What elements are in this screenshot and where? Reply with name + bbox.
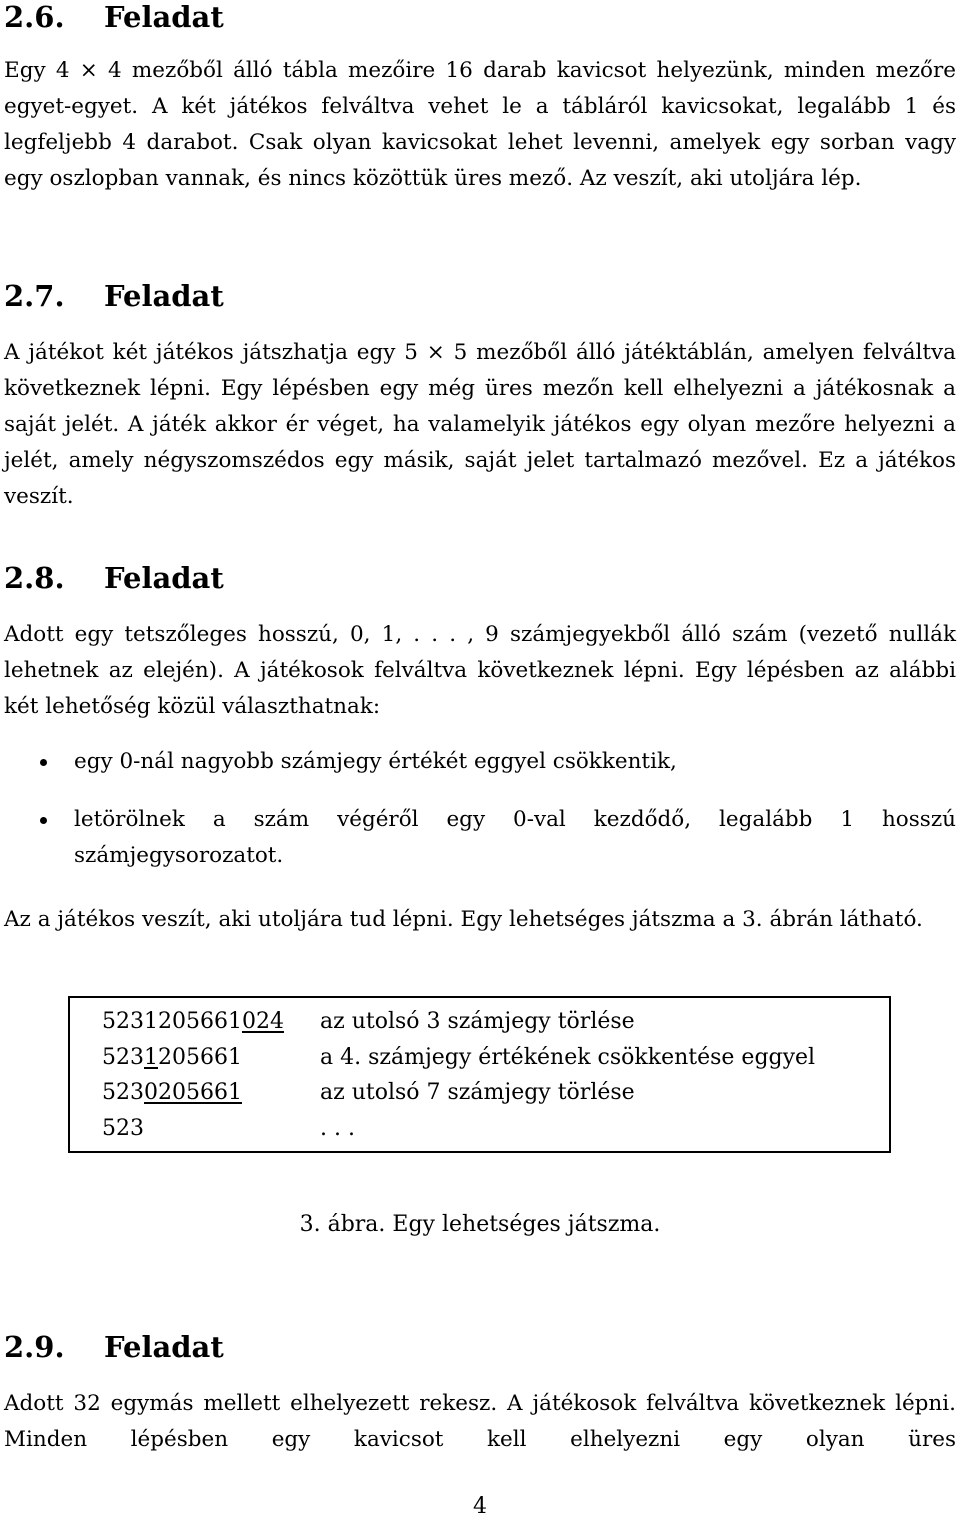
section-2-8-intro-paragraph: Adott egy tetszőleges hosszú, 0, 1, . . . , 9 számjegyekből álló szám (vezető nullák lehetnek az elején). A játékosok felváltva következnek lépni. Egy lépésben az alábbi két lehetőség közül választhatnak: [4,622,956,719]
page-number: 4 [473,1494,487,1519]
section-title: Feladat [104,561,224,595]
figure-table [102,1004,815,1146]
table-row [102,1075,815,1111]
section-2-8-closing-paragraph: Az a játékos veszít, aki utoljára tud lépni. Egy lehetséges játszma a 3. ábrán látható. [4,907,923,932]
action-cell: a 4. számjegy értékének csökkentése eggyel [320,1044,816,1070]
section-2-6-paragraph: Egy 4 × 4 mezőből álló tábla mezőire 16 darab kavicsot helyezünk, minden mezőre egyet-egyet. A két játékos felváltva vehet le a tábláról kavicsokat, legalább 1 és legfeljebb 4 darabot. Csak olyan kavicsokat lehet levenni, amelyek egy sorban vagy egy oszlopban vannak, és nincs közöttük üres mező. Az veszít, aki utoljára lép. [4,58,956,191]
number-cell: 5231205661 [102,1044,242,1070]
section-2-9-paragraph: Adott 32 egymás mellett elhelyezett rekesz. A játékosok felváltva következnek lépni. Minden lépésben egy kavicsot kell elhelyezni egy olyan üres [4,1391,956,1452]
table-row [102,1040,815,1076]
section-heading-2-8 [4,561,224,595]
underlined-digits: 0205661 [144,1080,242,1105]
action-cell: az utolsó 7 számjegy törlése [320,1080,635,1105]
table-row [102,1004,815,1040]
section-title: Feladat [104,0,224,34]
number-cell: 5231205661024 [102,1009,284,1034]
figure-caption: 3. ábra. Egy lehetséges játszma. [299,1212,661,1237]
action-cell: . . . [320,1115,355,1141]
section-number: 2.8. [4,561,65,595]
rules-list [0,744,956,874]
list-item: egy 0-nál nagyobb számjegy értékét eggyel csökkentik, [0,744,956,780]
figure-3-game-example [68,996,891,1153]
underlined-digits: 1 [144,1044,158,1070]
section-title: Feladat [104,1330,224,1364]
section-heading-2-6 [4,0,224,34]
section-heading-2-7 [4,279,224,313]
action-cell: az utolsó 3 számjegy törlése [320,1009,635,1034]
section-number: 2.9. [4,1330,65,1364]
section-2-7-paragraph: A játékot két játékos játszhatja egy 5 × 5 mezőből álló játéktáblán, amelyen felváltva következnek lépni. Egy lépésben egy még üres mezőn kell elhelyezni a játékosnak a saját jelét. A játék akkor ér véget, ha valamelyik játékos egy olyan mezőre helyezni a jelét, amely négyszomszédos egy másik, saját jelet tartalmazó mezővel. Ez a játékos veszít. [4,340,956,509]
number-cell: 5230205661 [102,1080,242,1105]
section-heading-2-9 [4,1330,224,1364]
section-title: Feladat [104,279,224,313]
list-item: letörölnek a szám végéről egy 0-val kezdődő, legalább 1 hosszú számjegysorozatot. [0,802,956,874]
section-number: 2.6. [4,0,65,34]
section-number: 2.7. [4,279,65,313]
table-row [102,1111,815,1147]
underlined-digits: 024 [241,1009,284,1034]
number-cell: 523 [102,1115,144,1141]
